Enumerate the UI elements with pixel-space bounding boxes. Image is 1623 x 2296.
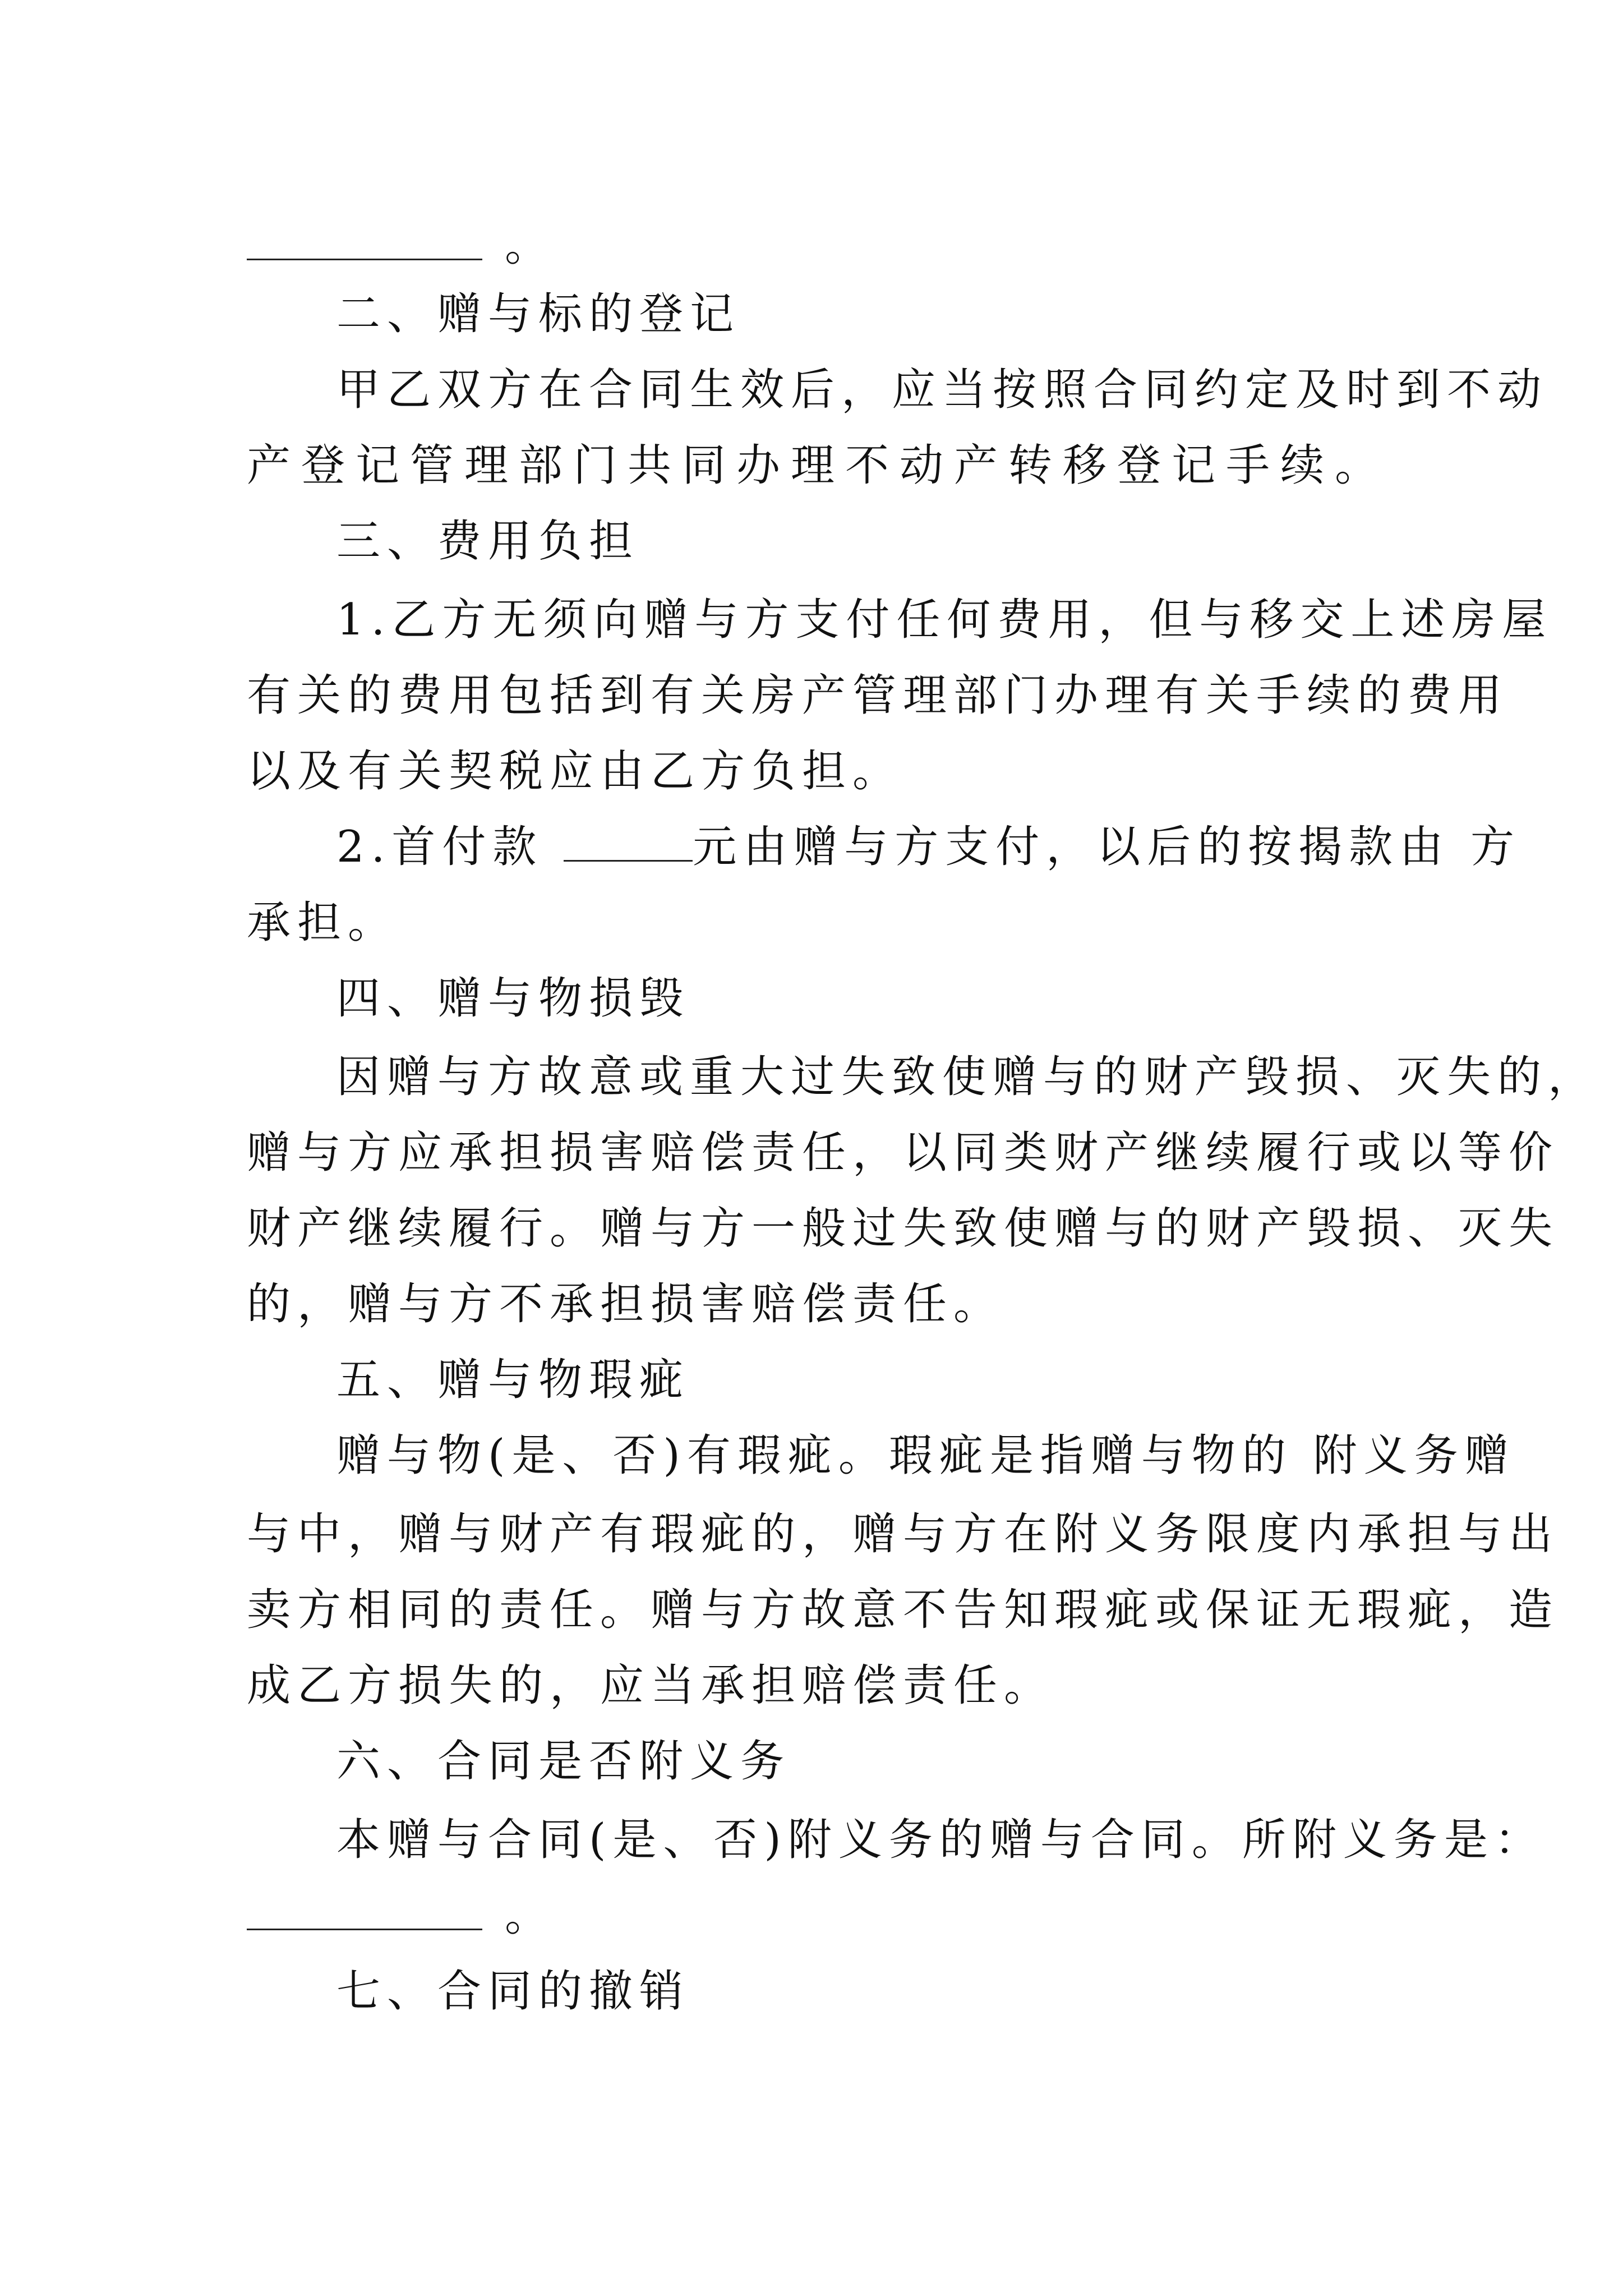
paragraph-line-with-blank (336, 819, 1521, 875)
paragraph-line: 赠与物(是、否)有瑕疵。瑕疵是指赠与物的 附义务赠 (336, 1430, 1515, 1481)
section-heading-3: 三、费用负担 (336, 516, 640, 567)
paragraph-line: 成乙方损失的，应当承担赔偿责任。 (247, 1660, 1055, 1711)
paragraph-line: 与中，赠与财产有瑕疵的，赠与方在附义务限度内承担与出 (247, 1509, 1560, 1559)
section-heading-2: 二、赠与标的登记 (336, 289, 741, 339)
paragraph-line: 财产继续履行。赠与方一般过失致使赠与的财产毁损、灭失 (247, 1203, 1560, 1254)
fill-in-blank[interactable] (564, 826, 693, 862)
paragraph-line: 产登记管理部门共同办理不动产转移登记手续。 (247, 440, 1385, 491)
blank-line-1 (247, 218, 1385, 274)
paragraph-line: 本赠与合同(是、否)附义务的赠与合同。所附义务是： (336, 1815, 1545, 1865)
line-suffix: 。 (505, 220, 556, 271)
section-heading-5: 五、赠与物瑕疵 (336, 1355, 690, 1405)
paragraph-line: 承担。 (247, 898, 399, 948)
paragraph-line: 1.乙方无须向赠与方支付任何费用，但与移交上述房屋 (336, 595, 1553, 645)
line-suffix: 。 (505, 1890, 556, 1941)
paragraph-line: 甲乙双方在合同生效后，应当按照合同约定及时到不动 (336, 365, 1548, 415)
section-heading-4: 四、赠与物损毁 (336, 973, 690, 1024)
section-heading-7: 七、合同的撤销 (336, 1966, 690, 2017)
blank-line-2 (247, 1888, 1385, 1944)
paragraph-line: 有关的费用包括到有关房产管理部门办理有关手续的费用 (247, 670, 1509, 721)
paragraph-line: 因赠与方故意或重大过失致使赠与的财产毁损、灭失的， (336, 1052, 1599, 1102)
fill-in-blank[interactable] (247, 1895, 482, 1930)
line-suffix: 元由赠与方支付，以后的按揭款由 方 (693, 822, 1521, 872)
section-heading-6: 六、合同是否附义务 (336, 1736, 791, 1787)
line-prefix: 2.首付款 (336, 822, 543, 872)
paragraph-line: 卖方相同的责任。赠与方故意不告知瑕疵或保证无瑕疵，造 (247, 1585, 1560, 1635)
paragraph-line: 以及有关契税应由乙方负担。 (247, 746, 903, 797)
fill-in-blank[interactable] (247, 225, 482, 260)
paragraph-line: 赠与方应承担损害赔偿责任，以同类财产继续履行或以等价 (247, 1128, 1560, 1178)
paragraph-line: 的，赠与方不承担损害赔偿责任。 (247, 1279, 1004, 1329)
